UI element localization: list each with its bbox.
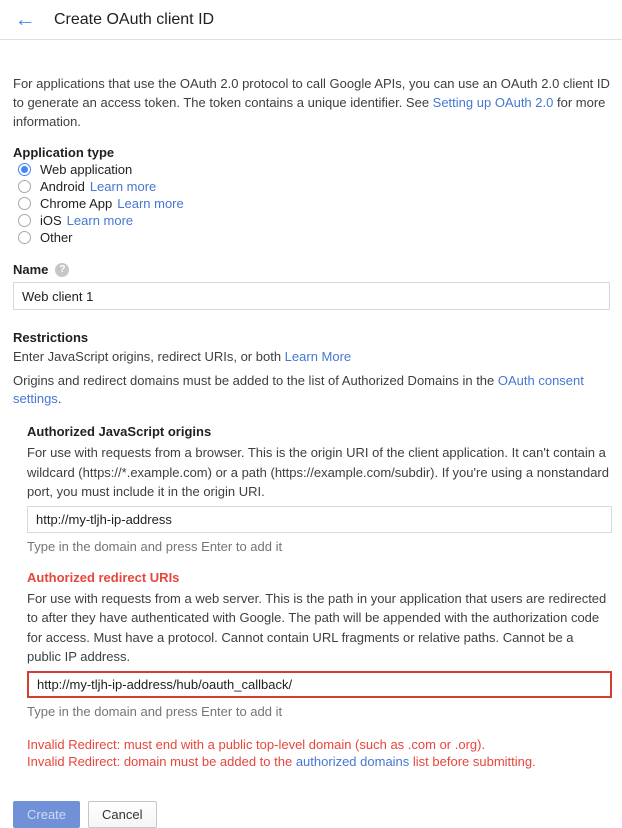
restrictions-learn-more-link[interactable]: Learn More (284, 349, 352, 364)
authorized-js-origins-section (27, 424, 610, 554)
redirect-uris-hint: Type in the domain and press Enter to add it (27, 703, 283, 719)
radio-label: Web application (40, 162, 133, 177)
radio-option-android[interactable] (13, 178, 610, 195)
name-label-row (13, 262, 610, 278)
restrictions-line1 (13, 348, 610, 366)
create-button[interactable]: Create (13, 801, 80, 828)
radio-icon[interactable] (18, 214, 31, 227)
authorized-domains-link[interactable]: authorized domains (295, 753, 410, 769)
radio-icon[interactable] (18, 180, 31, 193)
page-header (0, 0, 622, 40)
radio-label: Chrome App (40, 196, 113, 211)
radio-icon[interactable] (18, 197, 31, 210)
js-origins-input[interactable] (27, 506, 612, 533)
js-origins-hint: Type in the domain and press Enter to add it (27, 538, 283, 554)
radio-option-ios[interactable] (13, 212, 610, 229)
authorized-redirect-uris-title: Authorized redirect URIs (27, 569, 180, 585)
error2-text: Invalid Redirect: domain must be added to the (27, 753, 296, 769)
validation-errors (27, 736, 610, 770)
android-learn-more-link[interactable]: Learn more (89, 179, 157, 194)
ios-learn-more-link[interactable]: Learn more (66, 213, 134, 228)
radio-label: Other (40, 230, 73, 245)
back-arrow-icon[interactable]: ← (10, 5, 40, 35)
action-buttons (0, 801, 622, 828)
radio-option-chrome-app[interactable] (13, 195, 610, 212)
form-content (0, 74, 622, 770)
radio-icon[interactable] (18, 231, 31, 244)
radio-selected-icon[interactable] (18, 163, 31, 176)
intro-paragraph (13, 74, 610, 131)
error-domain-not-authorized (27, 753, 610, 770)
application-type-label: Application type (13, 145, 115, 160)
authorized-redirect-uris-description: For use with requests from a web server. This is the path in your application that users are redirected to after they have authenticated with Google. The path will be appended with the authorization code for access. Must have a protocol. Cannot contain URL fragments or relative paths. Cannot be a public IP address. (27, 590, 607, 664)
name-label: Name (13, 262, 49, 277)
application-type-radio-group (13, 161, 610, 246)
radio-option-web-application[interactable] (13, 161, 610, 178)
radio-label: iOS (40, 213, 62, 228)
setting-up-oauth-link[interactable]: Setting up OAuth 2.0 (432, 95, 554, 110)
client-name-input[interactable] (13, 282, 610, 310)
intro-text-after: for more information. (13, 95, 606, 129)
restrictions-title: Restrictions (13, 330, 89, 345)
authorized-js-origins-title: Authorized JavaScript origins (27, 424, 212, 439)
oauth-consent-settings-link[interactable]: OAuth consent settings (13, 373, 584, 406)
radio-option-other[interactable] (13, 229, 610, 246)
restrictions-line2-text: Origins and redirect domains must be added to the list of Authorized Domains in the (13, 373, 498, 388)
authorized-js-origins-description: For use with requests from a browser. This is the origin URI of the client application. It can't contain a wildcard (https://*.example.com) or a path (https://example.com/subdir). If you're using a nonstandard port, you must include it in the origin URI. (27, 445, 609, 499)
restrictions-line1-text: Enter JavaScript origins, redirect URIs, or both (13, 349, 285, 364)
intro-text: For applications that use the OAuth 2.0 protocol to call Google APIs, you can use an OAuth 2.0 client ID to generate an access token. The token contains a unique identifier. See (13, 76, 610, 110)
error-invalid-tld: Invalid Redirect: must end with a public top-level domain (such as .com or .org). (27, 736, 486, 752)
radio-label: Android (40, 179, 85, 194)
page-title: Create OAuth client ID (54, 10, 215, 28)
authorized-redirect-uris-section (27, 570, 610, 770)
restrictions-line2 (13, 372, 610, 408)
help-icon[interactable]: ? (55, 263, 69, 277)
cancel-button[interactable]: Cancel (88, 801, 156, 828)
error2-text-after: list before submitting. (409, 753, 536, 769)
redirect-uris-input[interactable] (27, 671, 612, 698)
chrome-app-learn-more-link[interactable]: Learn more (117, 196, 184, 211)
restrictions-line2-period: . (57, 391, 62, 406)
